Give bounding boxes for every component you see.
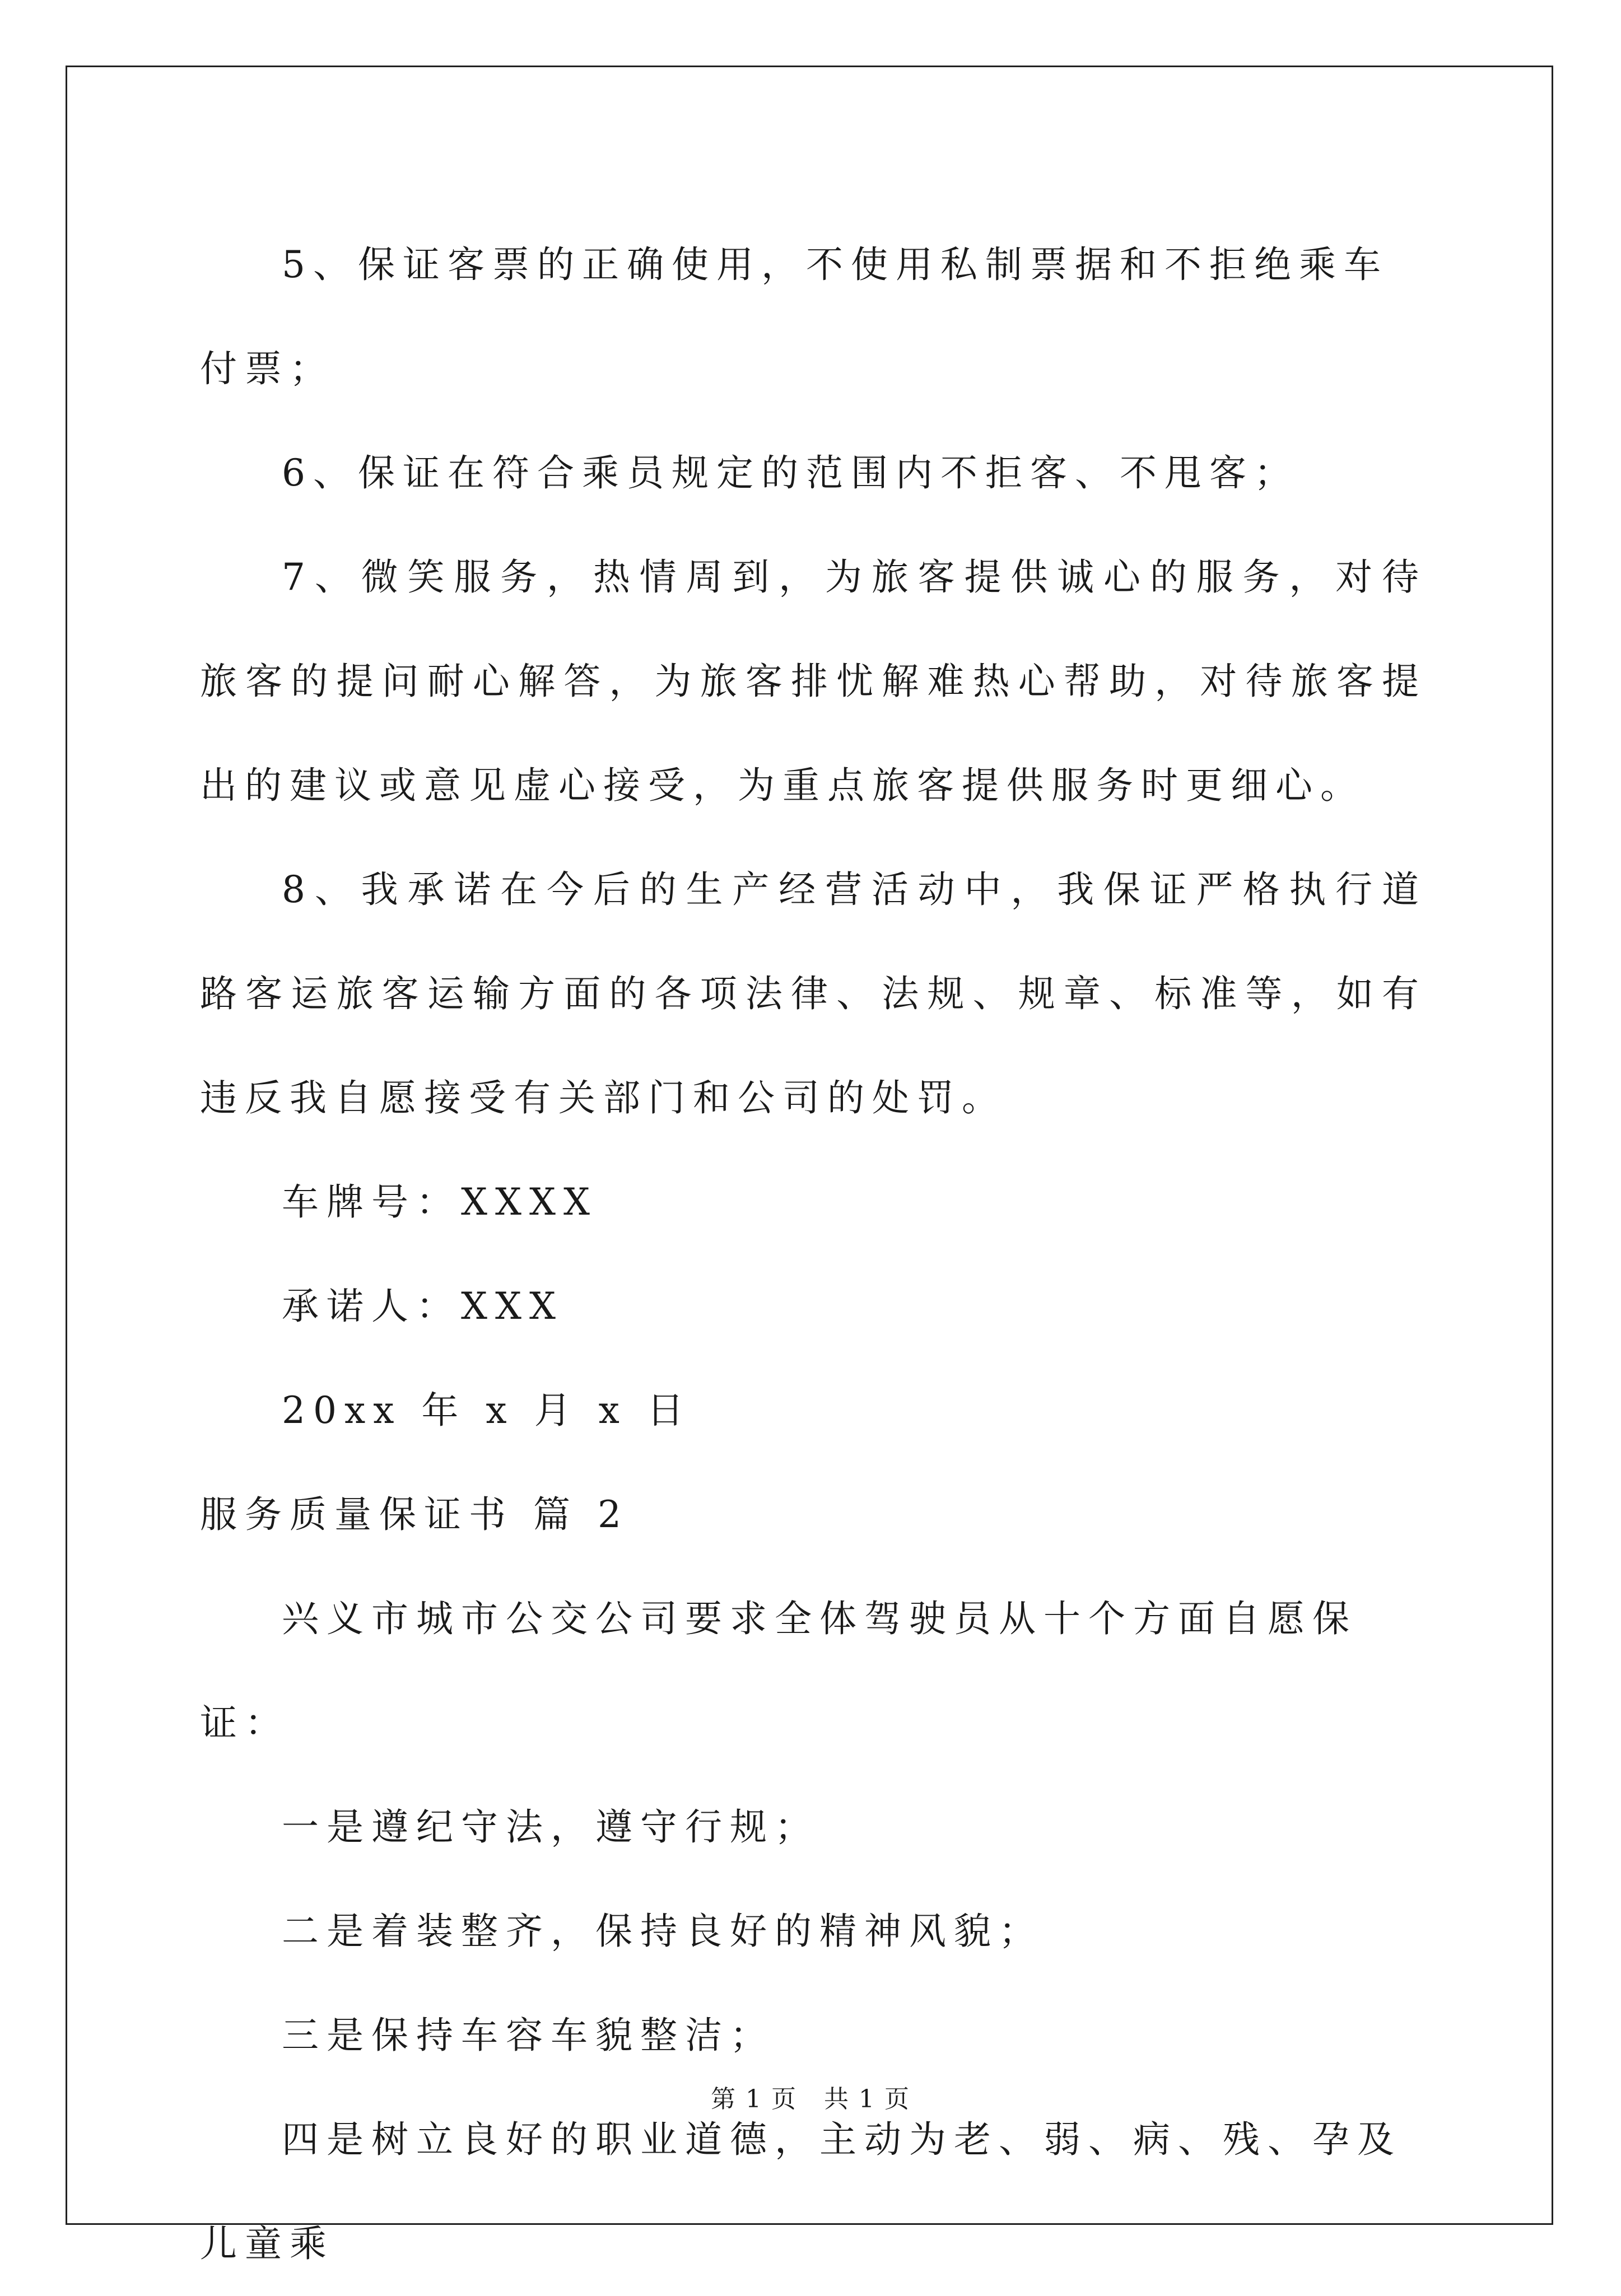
document-body bbox=[200, 213, 1427, 2296]
pledge-item-2: 二是着装整齐，保持良好的精神风貌； bbox=[282, 1910, 1044, 1953]
paragraph-item-7: 7、微笑服务，热情周到，为旅客提供诚心的服务，对待旅客的提问耐心解答，为旅客排忧解难热心帮助，对待旅客提出的建议或意见虚心接受，为重点旅客提供服务时更细心。 bbox=[200, 556, 1427, 807]
pledge-item-4: 四是树立良好的职业道德，主动为老、弱、病、残、孕及儿童乘 bbox=[200, 2118, 1402, 2265]
paragraph-item-5: 5、保证客票的正确使用，不使用私制票据和不拒绝乘车付票； bbox=[200, 243, 1389, 390]
page-footer bbox=[0, 2079, 1621, 2115]
pledge-item-3: 三是保持车容车貌整洁； bbox=[282, 2014, 775, 2057]
promisor-line: 承诺人：XXX bbox=[282, 1285, 563, 1328]
license-plate-line: 车牌号：XXXX bbox=[282, 1180, 598, 1224]
section-intro: 兴义市城市公交公司要求全体驾驶员从十个方面自愿保证： bbox=[200, 1597, 1357, 1744]
paragraph-item-6: 6、保证在符合乘员规定的范围内不拒客、不甩客； bbox=[282, 451, 1299, 494]
pledge-item-1: 一是遵纪守法，遵守行规； bbox=[282, 1805, 819, 1849]
page-number-total: 共 1 页 bbox=[824, 2085, 910, 2113]
paragraph-item-8: 8、我承诺在今后的生产经营活动中，我保证严格执行道路客运旅客运输方面的各项法律、法规、规章、标准等，如有违反我自愿接受有关部门和公司的处罚。 bbox=[200, 868, 1427, 1119]
page-number-current: 第 1 页 bbox=[711, 2085, 797, 2113]
section-heading: 服务质量保证书 篇 2 bbox=[200, 1493, 629, 1536]
date-line: 20xx 年 x 月 x 日 bbox=[282, 1389, 692, 1432]
